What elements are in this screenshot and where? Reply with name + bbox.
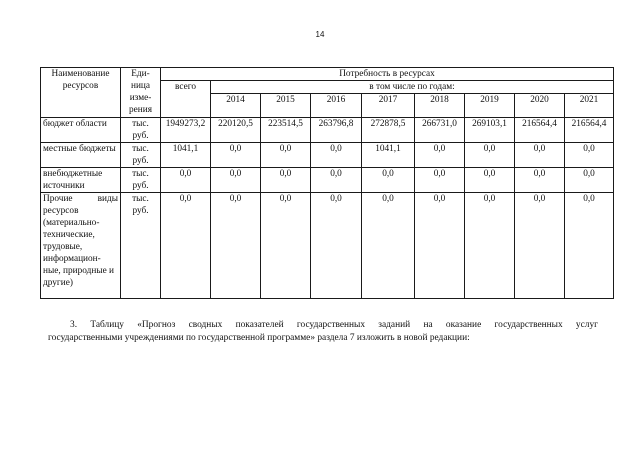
row-total: 1041,1: [161, 143, 211, 168]
table-row: [41, 168, 614, 193]
row-value: 0,0: [362, 193, 415, 299]
row-value: 0,0: [211, 193, 261, 299]
row-value: 0,0: [565, 193, 614, 299]
row-value: 0,0: [362, 168, 415, 193]
header-need: Потребность в ресурсах: [161, 68, 614, 81]
paragraph-line-2: государственными учреждениями по государственной программе» раздела 7 изложить в новой редакции:: [48, 333, 470, 343]
paragraph-line-1: 3. Таблицу «Прогноз сводных показателей государственных заданий на оказание государственных услуг: [70, 320, 598, 330]
row-value: 0,0: [261, 168, 311, 193]
row-value: 0,0: [515, 168, 565, 193]
year-header: 2020: [515, 94, 565, 118]
row-value: 1041,1: [362, 143, 415, 168]
row-value: 0,0: [415, 193, 465, 299]
row-value: 0,0: [465, 193, 515, 299]
row-unit: тыс. руб.: [121, 193, 161, 299]
instruction-paragraph: [48, 319, 598, 345]
row-value: 266731,0: [415, 118, 465, 143]
year-header: 2015: [261, 94, 311, 118]
row-value: 0,0: [565, 143, 614, 168]
row-value: 0,0: [311, 168, 362, 193]
row-total: 0,0: [161, 193, 211, 299]
year-header: 2014: [211, 94, 261, 118]
row-value: 220120,5: [211, 118, 261, 143]
row-value: 0,0: [465, 143, 515, 168]
row-value: 0,0: [211, 168, 261, 193]
row-value: 0,0: [515, 193, 565, 299]
row-value: 0,0: [311, 143, 362, 168]
row-total: 1949273,2: [161, 118, 211, 143]
header-by-year: в том числе по годам:: [211, 81, 614, 94]
row-unit: тыс. руб.: [121, 143, 161, 168]
year-header: 2016: [311, 94, 362, 118]
row-value: 0,0: [565, 168, 614, 193]
row-name-line1: Прочие виды: [43, 194, 118, 204]
row-name: местные бюджеты: [41, 143, 121, 168]
row-value: 0,0: [211, 143, 261, 168]
header-total: всего: [161, 81, 211, 118]
year-header: 2018: [415, 94, 465, 118]
header-resource-name: Наименование ресурсов: [41, 68, 121, 118]
row-unit: тыс. руб.: [121, 168, 161, 193]
row-value: 216564,4: [565, 118, 614, 143]
row-value: 0,0: [465, 168, 515, 193]
row-value: 0,0: [415, 143, 465, 168]
year-header: 2019: [465, 94, 515, 118]
row-value: 223514,5: [261, 118, 311, 143]
row-value: 269103,1: [465, 118, 515, 143]
row-name: бюджет области: [41, 118, 121, 143]
resources-table: [40, 67, 614, 299]
row-value: 272878,5: [362, 118, 415, 143]
row-name: [41, 193, 121, 299]
page-number: 14: [315, 30, 325, 39]
year-header: 2021: [565, 94, 614, 118]
header-unit: Еди-ница изме-рения: [121, 68, 161, 118]
row-value: 216564,4: [515, 118, 565, 143]
row-value: 0,0: [261, 143, 311, 168]
year-header: 2017: [362, 94, 415, 118]
row-total: 0,0: [161, 168, 211, 193]
row-unit: тыс. руб.: [121, 118, 161, 143]
table-row: [41, 143, 614, 168]
row-name: внебюджетные источники: [41, 168, 121, 193]
row-name-rest: ресурсов (материально-технические, трудовые, информацион-ные, природные и другие): [43, 206, 115, 288]
table-row: [41, 118, 614, 143]
row-value: 263796,8: [311, 118, 362, 143]
row-value: 0,0: [415, 168, 465, 193]
header-row-1: [41, 68, 614, 81]
row-value: 0,0: [261, 193, 311, 299]
table-row: [41, 193, 614, 299]
row-value: 0,0: [515, 143, 565, 168]
row-value: 0,0: [311, 193, 362, 299]
